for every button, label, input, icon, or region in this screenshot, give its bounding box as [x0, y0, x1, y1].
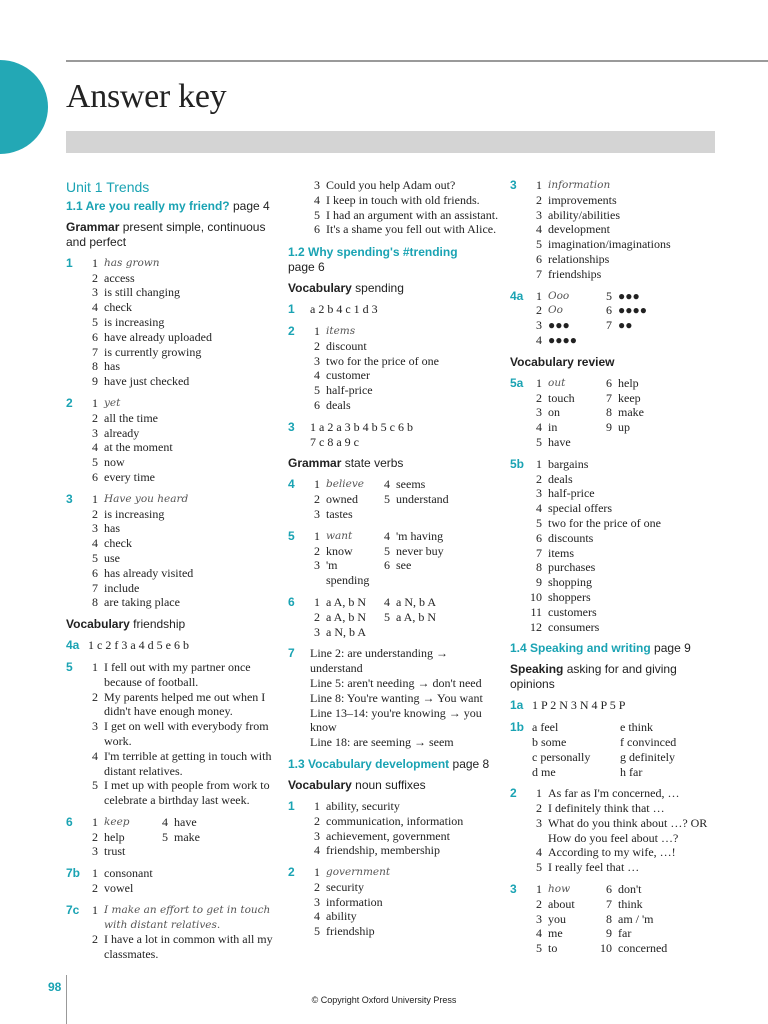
vocabulary-label: Vocabulary	[66, 617, 130, 632]
answer-item: 7 is currently growing	[92, 344, 202, 359]
exercise-number: 1	[288, 798, 295, 813]
answer-item: 4 development	[536, 222, 610, 237]
answer-item: 2 discount	[314, 338, 367, 353]
answer-item: 8 are taking place	[92, 595, 180, 610]
answer-item: 1 bargains	[536, 456, 589, 471]
answer-item: 4 at the moment	[92, 440, 173, 455]
speaking-heading	[510, 662, 720, 692]
exercise-6: 6 1 keep 4 have 2 help 5 make 3 trust	[66, 814, 200, 859]
exercise-number: 2	[288, 323, 295, 338]
vocabulary-topic: spending	[355, 281, 404, 296]
exercise-7c	[66, 903, 278, 962]
exercise-number: 4a	[510, 288, 524, 303]
answer-item: 1 As far as I'm concerned, …	[536, 786, 680, 801]
exercise-number: 4	[288, 477, 295, 492]
vocabulary-topic: noun suffixes	[355, 777, 426, 792]
section-heading-1-4	[510, 641, 720, 656]
section-heading-1-1	[66, 199, 278, 214]
answer-line: Line 8: You're wanting → You want	[310, 690, 483, 705]
answer-item: 6 has already visited	[92, 565, 194, 580]
section-page: page 4	[232, 198, 270, 213]
answer-item: 1 information	[536, 178, 611, 192]
answer-item: 4 I'm terrible at getting in touch with distant relatives.	[92, 748, 272, 778]
exercise-1	[288, 302, 500, 317]
exercise-number: 1	[66, 255, 73, 270]
top-rule	[66, 60, 768, 62]
exercise-number: 3	[288, 419, 295, 434]
exercise-number: 5b	[510, 456, 525, 471]
stress-pattern: ●●●●	[618, 303, 647, 318]
answer-item: 3 information	[314, 894, 383, 909]
section-title: 1.1 Are you really my friend?	[66, 198, 230, 213]
exercise-number: 3	[510, 882, 517, 897]
column-1	[66, 178, 278, 969]
grammar-heading	[288, 456, 500, 471]
answer-item: 3 has	[92, 521, 120, 536]
exercise-number: 7b	[66, 866, 81, 881]
answer-item: 2 access	[92, 270, 135, 285]
exercise-1a	[510, 698, 720, 713]
answer-item: 4 I keep in touch with old friends.	[314, 192, 480, 207]
vocabulary-label: Vocabulary	[288, 777, 352, 792]
answer-item: 1 I fell out with my partner once because of football.	[92, 659, 251, 689]
answer-line: Line 2: are understanding → understand	[310, 646, 448, 676]
answer-item: 6 It's a shame you fell out with Alice.	[314, 222, 497, 237]
answer-item: 6 relationships	[536, 251, 610, 266]
exercise-7	[288, 646, 500, 750]
section-page: page 8	[452, 756, 490, 771]
exercise-number: 7	[288, 646, 295, 661]
answer-item: 2 improvements	[536, 192, 617, 207]
answer-item: 7 friendships	[536, 266, 602, 281]
exercise-2	[66, 396, 278, 485]
answer-item: 2 communication, information	[314, 813, 464, 828]
column-2	[288, 178, 500, 946]
exercise-7b	[66, 866, 278, 896]
exercise-number: 6	[66, 814, 73, 829]
header-bar	[66, 131, 715, 153]
section-title: 1.3 Vocabulary development	[288, 756, 450, 771]
copyright-notice: © Copyright Oxford University Press	[311, 995, 457, 1005]
section-title: 1.2 Why spending's #trending	[288, 245, 458, 260]
answer-item: 1 consonant	[92, 866, 153, 881]
answer-item: 12 consumers	[530, 619, 600, 634]
vocabulary-topic: friendship	[133, 617, 186, 632]
answer-item: 8 has	[92, 359, 120, 374]
stress-pattern: ●●●	[618, 288, 640, 303]
answer-item: 1 ability, security	[314, 798, 400, 813]
answer-line: 1 P 2 N 3 N 4 P 5 P	[532, 698, 626, 713]
page-title: Answer key	[66, 78, 227, 115]
section-heading-1-3	[288, 757, 500, 772]
answer-line: 1 c 2 f 3 a 4 d 5 e 6 b	[88, 638, 189, 653]
answer-item: 5 I really feel that …	[536, 860, 640, 875]
unit-tab-circle	[0, 60, 48, 154]
answer-item: 4 customer	[314, 368, 370, 383]
answer-item: 5 two for the price of one	[536, 515, 661, 530]
answer-item: 1 has grown	[92, 255, 160, 270]
grammar-topic: present simple, continuous and perfect	[66, 219, 266, 249]
answer-item: 2 vowel	[92, 881, 134, 896]
vocabulary-heading	[288, 281, 500, 296]
answer-item: 10 shoppers	[530, 589, 591, 604]
answer-item: 1 items	[314, 323, 356, 338]
column-3	[510, 178, 720, 963]
answer-item: 9 shopping	[536, 575, 593, 590]
grammar-heading	[66, 220, 278, 250]
speaking-topic: asking for and giving opinions	[510, 662, 677, 692]
exercise-number: 5a	[510, 375, 524, 390]
section-heading-1-2	[288, 245, 500, 275]
exercise-2	[288, 865, 500, 939]
grammar-label: Grammar	[288, 456, 342, 471]
answer-item: 6 deals	[314, 397, 351, 412]
section-page: page 6	[288, 260, 325, 275]
answer-item: 5 I had an argument with an assistant.	[314, 207, 499, 222]
answer-item: 2 I definitely think that …	[536, 801, 665, 816]
grammar-topic: state verbs	[344, 456, 404, 471]
answer-item: 1 yet	[92, 395, 121, 410]
exercise-number: 3	[510, 178, 517, 192]
stress-pattern: ●●●●	[548, 332, 577, 347]
exercise-5b	[510, 457, 720, 635]
answer-item: 4 special offers	[536, 501, 613, 516]
answer-item: 5 is increasing	[92, 314, 165, 329]
answer-item: 3 What do you think about …? OR How do you feel about …?	[536, 815, 708, 845]
exercise-5: 5 1 want 4 'm having 2 know 5 never buy 3 'm spending 6 see	[288, 528, 444, 588]
answer-item: 3 achievement, government	[314, 828, 450, 843]
vocabulary-heading	[288, 778, 500, 793]
exercise-1	[288, 799, 500, 858]
answer-line: 1 a 2 a 3 b 4 b 5 c 6 b	[310, 419, 413, 434]
exercise-number: 4a	[66, 638, 80, 653]
answer-line: a 2 b 4 c 1 d 3	[310, 302, 378, 317]
exercise-number: 1b	[510, 720, 525, 735]
answer-item: 3 Could you help Adam out?	[314, 178, 456, 192]
answer-item: 11 customers	[530, 604, 597, 619]
answer-item: 3 I get on well with everybody from work.	[92, 719, 269, 748]
page-number: 98	[48, 980, 62, 994]
exercise-3: 3 1 how 6 don't 2 about 7 think 3 you 8 am / 'm 4 me 9 far 5 to 10 concerned	[510, 882, 668, 956]
exercise-4a	[66, 638, 278, 653]
exercise-number: 1a	[510, 698, 524, 713]
exercise-number: 6	[288, 594, 295, 609]
answer-item: 5 now	[92, 455, 125, 470]
answer-item: 3 is still changing	[92, 285, 180, 300]
grammar-label: Grammar	[66, 219, 120, 234]
answer-item: 4 ability	[314, 909, 357, 924]
exercise-3	[288, 420, 500, 450]
answer-item: 1 Have you heard	[92, 491, 189, 506]
answer-item: 2 all the time	[92, 410, 158, 425]
exercise-7c-continued	[288, 178, 500, 237]
answer-item: 5 I met up with people from work to celebrate a birthday last week.	[92, 778, 270, 808]
answer-item: 3 two for the price of one	[314, 353, 439, 368]
exercise-number: 7c	[66, 902, 80, 917]
answer-item: 6 have already uploaded	[92, 329, 212, 344]
section-title: 1.4 Speaking and writing	[510, 641, 651, 656]
stress-pattern: ●●	[618, 318, 633, 333]
exercise-number: 2	[510, 786, 517, 801]
exercise-4a: 4a 1 Ooo 5 ●●● 2 Oo 6 ●●●● 3 ●●● 7 ●● 4 ●●●●	[510, 289, 720, 348]
answer-item: 3 half-price	[536, 486, 595, 501]
answer-item: 1 government	[314, 865, 391, 880]
vocabulary-label: Vocabulary	[288, 281, 352, 296]
answer-item: 2 is increasing	[92, 506, 165, 521]
exercise-5a: 5a 1 out 6 help 2 touch 7 keep 3 on 8 make 4 in 9 up 5 have	[510, 375, 644, 449]
exercise-number: 5	[288, 528, 295, 543]
answer-line: Line 5: aren't needing → don't need	[310, 675, 482, 690]
answer-item: 2 security	[314, 879, 364, 894]
exercise-number: 2	[288, 865, 295, 880]
answer-item: 5 use	[92, 550, 120, 565]
exercise-1b: 1b a feel e think b some f convinced c personally g definitely d me h far	[510, 720, 677, 779]
answer-item: 4 friendship, membership	[314, 843, 440, 858]
exercise-number: 3	[66, 491, 73, 506]
answer-item: 8 purchases	[536, 560, 596, 575]
vocabulary-heading	[66, 617, 278, 632]
answer-item: 5 imagination/imaginations	[536, 237, 671, 252]
answer-item: 4 check	[92, 300, 132, 315]
answer-item: 3 ability/abilities	[536, 207, 620, 222]
speaking-label: Speaking	[510, 662, 564, 677]
answer-item: 5 half-price	[314, 383, 373, 398]
answer-line: Line 13–14: you're knowing → you know	[310, 705, 482, 735]
answer-item: 4 According to my wife, …!	[536, 845, 676, 860]
section-page: page 9	[654, 641, 691, 656]
answer-item: 5 friendship	[314, 924, 375, 939]
answer-item: 9 have just checked	[92, 374, 190, 389]
stress-pattern: ●●●	[548, 318, 570, 333]
answer-item: 4 check	[92, 536, 132, 551]
exercise-4: 4 1 believe 4 seems 2 owned 5 understand 3 tastes	[288, 477, 449, 521]
exercise-number: 1	[288, 302, 295, 317]
exercise-2	[288, 324, 500, 413]
exercise-2	[510, 786, 720, 875]
answer-line: Line 18: are seeming → seem	[310, 735, 454, 750]
vocabulary-review-heading: Vocabulary review	[510, 354, 615, 369]
exercise-1	[66, 256, 278, 389]
exercise-3	[510, 178, 720, 282]
exercise-number: 2	[66, 395, 73, 410]
exercise-number: 5	[66, 659, 73, 674]
answer-item: 3 already	[92, 425, 140, 440]
answer-item: 6 discounts	[536, 530, 594, 545]
exercise-6: 6 1 a A, b N 4 a N, b A 2 a A, b N 5 a A, b N 3 a N, b A	[288, 594, 436, 639]
exercise-3	[66, 492, 278, 610]
answer-item: 1 I make an effort to get in touch with distant relatives.	[92, 902, 271, 931]
answer-item: 2 deals	[536, 471, 573, 486]
exercise-5	[66, 660, 278, 808]
answer-item: 2 I have a lot in common with all my classmates.	[92, 932, 273, 962]
unit-heading: Unit 1 Trends	[66, 179, 150, 195]
answer-item: 6 every time	[92, 469, 155, 484]
answer-line: 7 c 8 a 9 c	[310, 434, 359, 449]
answer-item: 7 items	[536, 545, 574, 560]
answer-item: 7 include	[92, 580, 140, 595]
answer-item: 2 My parents helped me out when I didn't have enough money.	[92, 689, 266, 719]
